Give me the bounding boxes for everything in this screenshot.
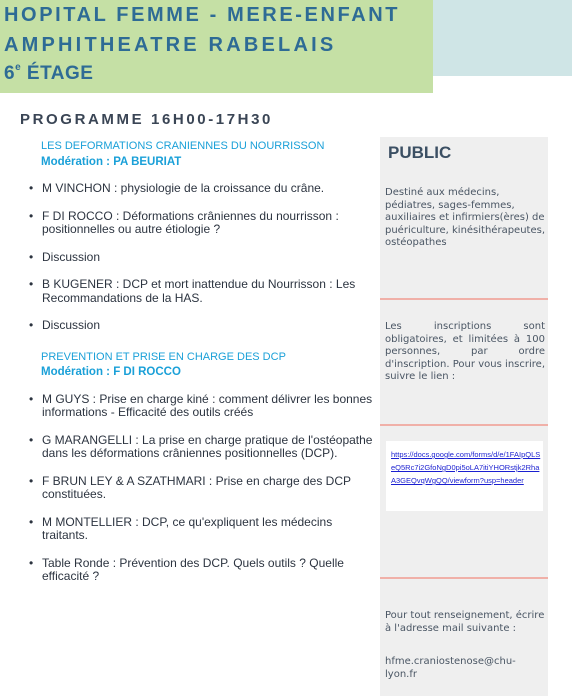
section-deformations — [29, 140, 374, 333]
floor-label — [4, 63, 93, 85]
section-title: LES DEFORMATIONS CRANIENNES DU NOURRISSON — [41, 140, 325, 152]
list-item — [29, 516, 374, 543]
item-text: B KUGENER : DCP et mort inattendue du Nourrisson : Les Recommandations de la HAS. — [42, 277, 356, 305]
floor-text: ÉTAGE — [21, 63, 94, 84]
bullet: • — [29, 391, 34, 406]
divider — [380, 298, 548, 300]
register-text: Pour vous inscrire, suivre le lien : — [385, 358, 545, 383]
list-item — [29, 278, 374, 305]
item-text: F DI ROCCO : Déformations crâniennes du nourrisson : positionnelles ou autre étiologie ? — [42, 208, 339, 236]
item-text: M VINCHON : physiologie de la croissance du crâne. — [42, 181, 325, 195]
section-title: PREVENTION ET PRISE EN CHARGE DES DCP — [41, 350, 286, 363]
floor-superscript: e — [15, 61, 22, 73]
bullet: • — [29, 473, 34, 488]
list-item — [29, 557, 374, 584]
hospital-name: HOPITAL FEMME - MERE-ENFANT — [4, 4, 401, 26]
item-text: M GUYS : Prise en charge kiné : comment délivrer les bonnes informations - Efficacité des outils créés — [42, 391, 373, 419]
inscription-text: Les inscriptions sont obligatoires, et limitées à 100 personnes, par ordre d'inscription. — [385, 321, 545, 370]
public-title: PUBLIC — [388, 143, 452, 162]
list-item — [29, 319, 374, 333]
inscription-info — [385, 321, 545, 384]
section-moderation: Modération : F DI ROCCO — [41, 366, 181, 378]
list-item — [29, 393, 374, 420]
item-text: F BRUN LEY & A SZATHMARI : Prise en charge des DCP constituées. — [42, 473, 351, 501]
bullet: • — [29, 277, 34, 291]
list-item — [29, 210, 374, 237]
bullet: • — [29, 249, 34, 264]
contact-email[interactable]: hfme.craniostenose@chu-lyon.fr — [385, 656, 516, 680]
programme-heading: PROGRAMME 16H00-17H30 — [20, 111, 273, 128]
item-text: Table Ronde : Prévention des DCP. Quels outils ? Quelle efficacité ? — [42, 555, 344, 583]
divider — [380, 424, 548, 426]
header-banner — [0, 0, 433, 93]
bullet: • — [29, 514, 34, 529]
list-item — [29, 251, 374, 265]
public-sidebar — [380, 137, 548, 696]
item-text: M MONTELLIER : DCP, ce qu'expliquent les médecins traitants. — [42, 514, 333, 542]
divider — [380, 577, 548, 579]
bullet: • — [29, 432, 34, 447]
bullet: • — [29, 181, 34, 195]
link-box — [386, 441, 543, 511]
list-item — [29, 182, 374, 196]
header-accent-strip — [433, 0, 572, 93]
audience-description: Destiné aux médecins, pédiatres, sages-femmes, auxiliaires et infirmiers(ères) de puériculture, kinésithérapeutes, ostéopathes — [385, 187, 545, 249]
section-prevention — [29, 351, 374, 584]
bullet: • — [29, 555, 34, 570]
contact-text: Pour tout renseignement, écrire à l'adresse mail suivante : — [385, 610, 545, 634]
item-text: Discussion — [42, 249, 101, 264]
amphitheatre-name: AMPHITHEATRE RABELAIS — [4, 34, 337, 56]
bullet: • — [29, 208, 34, 223]
registration-link[interactable]: https://docs.google.com/forms/d/e/1FAIpQLSeQ5Rc7i2GfoNgD0pi5oLA7itiYHORstjk2RhaA3GEQvqWgQQ/viewform?usp=header — [391, 450, 541, 485]
programme-content — [29, 140, 374, 598]
list-item — [29, 434, 374, 461]
bullet: • — [29, 318, 34, 332]
item-text: G MARANGELLI : La prise en charge pratique de l'ostéopathe dans les déformations crâniennes positionnelles (DCP). — [42, 432, 373, 460]
section-moderation: Modération : PA BEURIAT — [41, 155, 182, 168]
floor-number: 6 — [4, 63, 16, 84]
list-item — [29, 475, 374, 502]
item-text: Discussion — [42, 318, 101, 332]
